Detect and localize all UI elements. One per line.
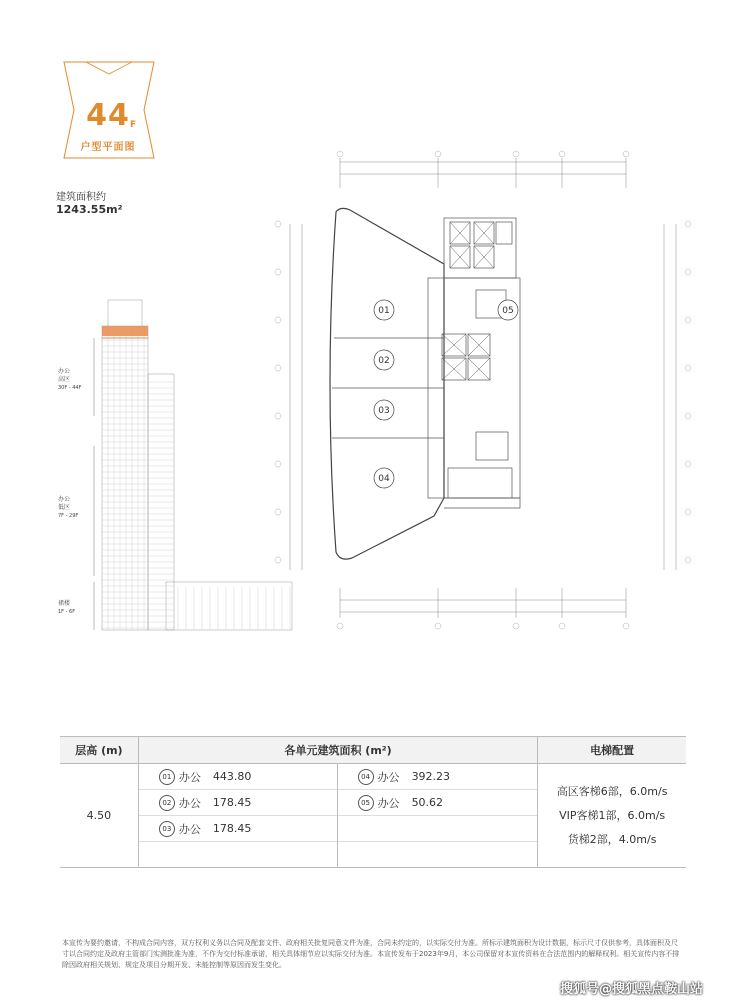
zone-low-name: 办公 低区 (58, 496, 71, 511)
unit-row-empty (338, 816, 538, 842)
elevator-col (538, 764, 686, 868)
elevator-line: VIP客梯1部，6.0m/s (559, 808, 666, 822)
zone-low-range: 7F - 29F (58, 513, 79, 519)
unit-number: 05 (358, 795, 374, 811)
unit-row (139, 764, 337, 790)
room-label-05: 05 (502, 306, 514, 316)
zone-podium-name: 裙楼 (58, 600, 71, 607)
unit-use: 办公 (178, 822, 201, 836)
floor-suffix: F (130, 120, 137, 130)
floor-number: 44 (86, 98, 130, 133)
unit-row (139, 816, 337, 842)
header-elevator: 电梯配置 (538, 737, 686, 764)
tower-elevation (58, 296, 298, 636)
unit-area: 178.45 (212, 796, 252, 809)
room-label-02: 02 (378, 356, 390, 366)
unit-number: 04 (358, 769, 374, 785)
unit-row-empty (139, 842, 337, 867)
header-unit-area: 各单元建筑面积 (m²) (138, 737, 537, 764)
zone-high-name: 办公 高区 (58, 368, 71, 383)
room-label-04: 04 (378, 474, 390, 484)
room-label-01: 01 (378, 306, 390, 316)
unit-number: 03 (159, 821, 175, 837)
unit-area: 178.45 (212, 822, 252, 835)
zone-low (58, 496, 92, 520)
zone-podium (58, 600, 92, 616)
room-label-03: 03 (378, 406, 390, 416)
unit-area: 392.23 (411, 770, 451, 783)
unit-row-empty (338, 842, 538, 867)
unit-use: 办公 (377, 770, 400, 784)
unit-number: 02 (159, 795, 175, 811)
floor-height-value: 4.50 (60, 764, 138, 868)
units-right-col (337, 764, 538, 868)
elevator-line: 高区客梯6部，6.0m/s (556, 784, 668, 798)
unit-row (338, 764, 538, 790)
unit-row (139, 790, 337, 816)
disclaimer-text: 本宣传为要约邀请，不构成合同内容，双方权利义务以合同及配套文件、政府相关批复同意文件为准，合同未约定的，以实际交付为准。所标示建筑面积为设计数据，标示尺寸仅供参考，具体面积及尺寸以合同约定及政府主管部门实测批准为准，不作为交付标准承诺，相关具体细节应以实际交付为准。本宣传发布于2023年9月，本公司保留对本宣传资料在合法范围内的解释权利。相关宣传内容不排除因政府相关规划、规定及项目分期开发、未能控制等原因而发生变化。 (62, 939, 680, 969)
unit-row (338, 790, 538, 816)
badge-title: 户型平面图 (80, 142, 136, 153)
tower-drawing (58, 296, 298, 636)
zone-high-range: 30F - 44F (58, 385, 82, 391)
units-left-col (138, 764, 337, 868)
area-value: 1243.55m² (56, 203, 123, 216)
area-label: 建筑面积约 (56, 192, 106, 203)
unit-area: 443.80 (212, 770, 252, 783)
elevator-line: 货梯2部，4.0m/s (567, 832, 657, 846)
spec-table (60, 736, 686, 868)
unit-use: 办公 (178, 770, 201, 784)
unit-use: 办公 (377, 796, 400, 810)
floor-plan (268, 148, 696, 634)
header-floor-height: 层高 (m) (60, 737, 138, 764)
zone-podium-range: 1F - 6F (58, 609, 76, 615)
unit-number: 01 (159, 769, 175, 785)
zone-high (58, 368, 92, 392)
watermark: 搜狐号@搜狐黑点鞍山站 (560, 982, 704, 997)
unit-use: 办公 (178, 796, 201, 810)
unit-area: 50.62 (411, 796, 444, 809)
